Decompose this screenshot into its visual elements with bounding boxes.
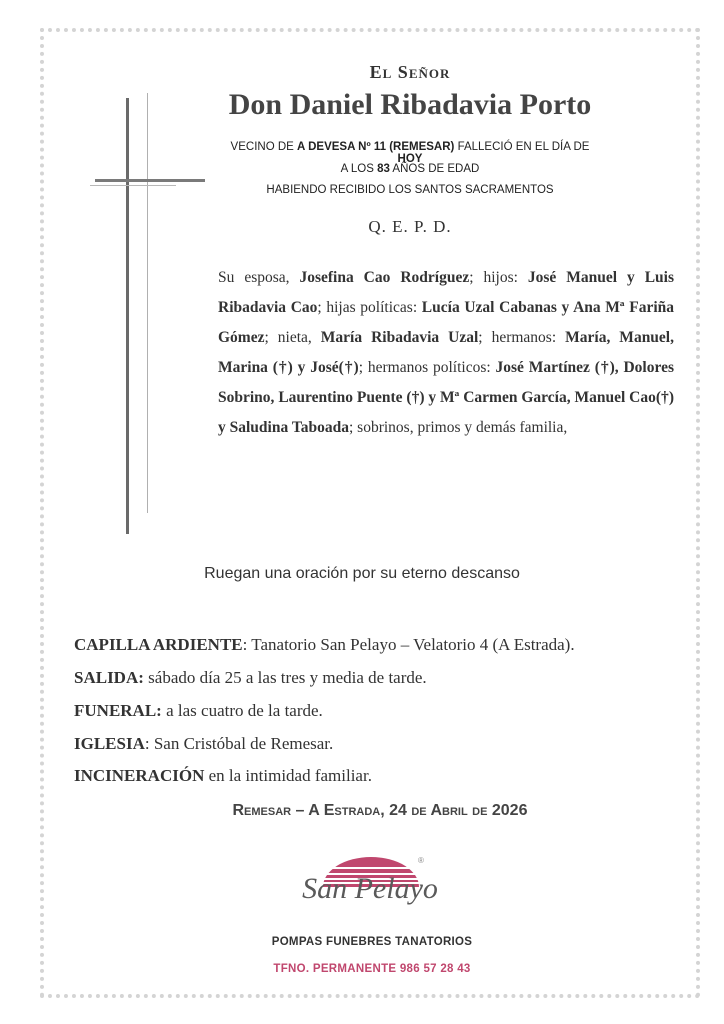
detail-iglesia: IGLESIA: San Cristóbal de Remesar. (74, 734, 334, 753)
phone-number[interactable]: TFNO. PERMANENTE 986 57 28 43 (273, 963, 471, 975)
logo-text: San Pelayo (302, 872, 438, 905)
cross-icon (126, 98, 129, 534)
info-line-2: A LOS 83 AÑOS DE EDAD (340, 163, 480, 175)
prayer-line: Ruegan una oración por su eterno descanso (204, 565, 520, 582)
detail-incineracion: INCINERACIÓN en la intimidad familiar. (74, 766, 372, 785)
family-paragraph: Su esposa, Josefina Cao Rodríguez; hijos: José Manuel y Luis Ribadavia Cao; hijas políticas: Lucía Uzal Cabanas y Ana Mª Fariña Gómez; nieta, María Ribadavia Uzal; hermanos: María, Manuel, Marina (†) y José(†); hermanos políticos: José Martínez (†), Dolores Sobrino, Laurentino Puente (†) y Mª Carmen García, Manuel Cao(†) y Saludina Taboada; sobrinos, primos y demás familia, (218, 269, 675, 436)
detail-funeral: FUNERAL: a las cuatro de la tarde. (74, 701, 323, 720)
company-name: POMPAS FUNEBRES TANATORIOS (271, 936, 473, 948)
deceased-name: Don Daniel Ribadavia Porto (228, 88, 592, 121)
title-small: El Señor (369, 62, 451, 82)
qepd: Q. E. P. D. (368, 217, 452, 236)
cross-horizontal-bar (95, 179, 205, 182)
info-line-3: HABIENDO RECIBIDO LOS SANTOS SACRAMENTOS (266, 184, 554, 196)
registered-mark: ® (418, 856, 424, 865)
info-line-1: VECINO DE A DEVESA Nº 11 (REMESAR) FALLECIÓ EN EL DÍA DE HOY (230, 141, 590, 165)
cross-shadow-vertical (147, 93, 148, 513)
detail-capilla: CAPILLA ARDIENTE: Tanatorio San Pelayo – Velatorio 4 (A Estrada). (74, 635, 575, 654)
cross-shadow-horizontal (90, 185, 176, 186)
date-line: Remesar – A Estrada, 24 de Abril de 2026 (232, 802, 528, 819)
detail-salida: SALIDA: sábado día 25 a las tres y media de tarde. (74, 668, 427, 687)
